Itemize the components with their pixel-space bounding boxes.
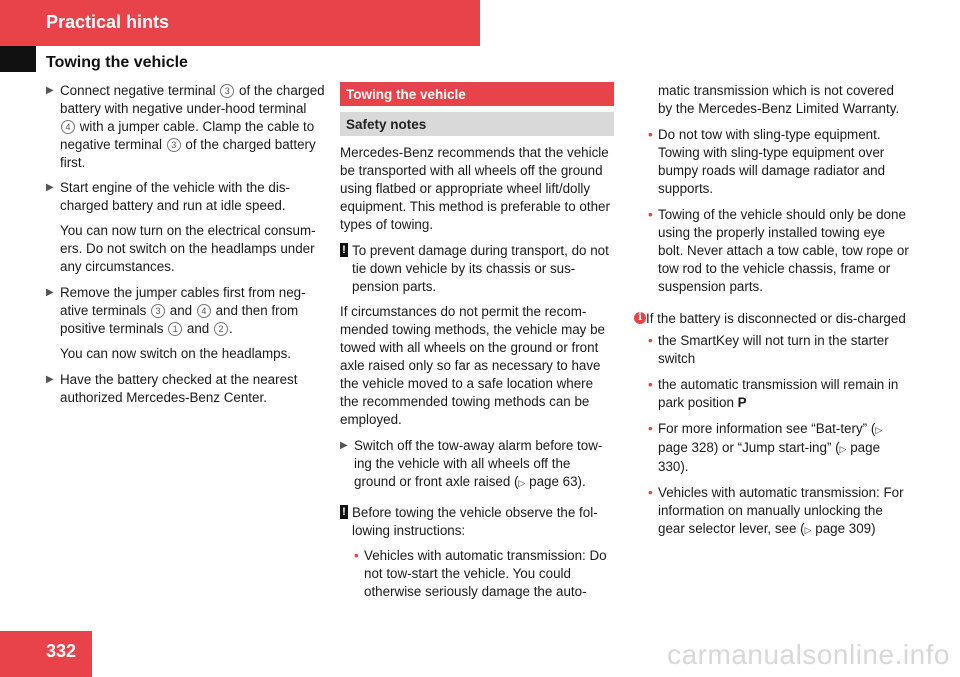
bullet-icon: •	[648, 127, 653, 142]
step-arrow-icon: ▶	[46, 287, 54, 298]
terminal-4-icon: 4	[61, 120, 75, 134]
page-number-box	[0, 631, 92, 677]
step-connect-negative: ▶ Connect negative terminal 3 of the charged battery with negative under-hood terminal 4 with a jumper cable. Clamp the cable to negative terminal 3 of the charged battery first.	[46, 83, 325, 170]
chapter-title: Practical hints	[46, 12, 170, 32]
info-battery: i If the battery is disconnected or dis-charged	[634, 310, 910, 328]
column-right	[634, 82, 910, 547]
bullet-icon: •	[648, 377, 653, 392]
paragraph-recommendation: Mercedes-Benz recommends that the vehicle be transported with all wheels off the ground using flatbed or appropriate wheel lift/dolly equipment. This method is preferable to other types of towing.	[340, 145, 610, 232]
warning-before-towing: ! Before towing the vehicle observe the fol-lowing instructions:	[340, 504, 614, 540]
heading-towing: Towing the vehicle	[340, 82, 614, 106]
list-item: • Vehicles with automatic transmission: Do not tow-start the vehicle. You could otherwise seriously damage the auto-	[354, 548, 607, 599]
warning-icon: !	[340, 243, 348, 257]
note-headlamps: You can now switch on the headlamps.	[60, 346, 292, 361]
list-item: • the automatic transmission will remain in park position P	[648, 377, 899, 410]
column-left	[46, 82, 326, 414]
column-middle	[340, 82, 614, 609]
list-item: • Do not tow with sling-type equipment. Towing with sling-type equipment over bumpy roads will damage radiator and supports.	[648, 127, 886, 196]
list-item-continued: matic transmission which is not covered by the Mercedes-Benz Limited Warranty.	[658, 83, 900, 116]
terminal-2-icon: 2	[214, 322, 228, 336]
step-arrow-icon: ▶	[46, 85, 54, 96]
terminal-1-icon: 1	[168, 322, 182, 336]
list-item: • the SmartKey will not turn in the starter switch	[648, 333, 889, 366]
warning-icon: !	[340, 505, 348, 519]
page-ref-icon: ▷	[518, 478, 526, 488]
page-ref-icon: ▷	[875, 425, 883, 435]
bullet-icon: •	[648, 333, 653, 348]
section-title: Towing the vehicle	[46, 54, 188, 71]
page-number: 332	[46, 641, 77, 661]
step-arrow-icon: ▶	[46, 182, 54, 193]
terminal-3-icon: 3	[220, 84, 234, 98]
page-ref-icon: ▷	[804, 525, 812, 535]
list-item: • Towing of the vehicle should only be done using the properly installed towing eye bolt. Never attach a tow cable, tow rope or tow rod to the vehicle chassis, frame or suspension parts.	[648, 207, 909, 294]
chapter-tab	[0, 0, 480, 46]
terminal-3-icon: 3	[167, 138, 181, 152]
step-tow-away-alarm: ▶ Switch off the tow-away alarm before tow-ing the vehicle with all wheels off the ground or front axle raised (▷ page 63).	[340, 438, 603, 489]
step-arrow-icon: ▶	[46, 374, 54, 385]
terminal-3-icon: 3	[151, 304, 165, 318]
step-arrow-icon: ▶	[340, 440, 348, 451]
watermark: carmanualsonline.info	[667, 639, 950, 670]
bullet-icon: •	[648, 421, 653, 436]
bullet-icon: •	[354, 548, 359, 563]
section-marker	[0, 46, 36, 72]
step-start-engine: ▶ Start engine of the vehicle with the dis-charged battery and run at idle speed.	[46, 180, 291, 213]
list-item: • For more information see “Bat-tery” (▷ page 328) or “Jump start-ing” (▷ page 330).	[648, 421, 883, 474]
bullet-icon: •	[648, 485, 653, 500]
paragraph-circumstances: If circumstances do not permit the recom-mended towing methods, the vehicle may be towed with all wheels on the ground or front axle raised only so far as necessary to have the vehicle moved to a safe location where the recommended towing methods can be employed.	[340, 304, 605, 427]
list-item: • Vehicles with automatic transmission: For information on manually unlocking the gear selector lever, see (▷ page 309)	[648, 485, 904, 536]
step-check-battery: ▶ Have the battery checked at the nearest authorized Mercedes-Benz Center.	[46, 372, 298, 405]
step-remove-cables: ▶ Remove the jumper cables first from neg-ative terminals 3 and 4 and then from positive terminals 1 and 2 .	[46, 285, 306, 336]
bullet-icon: •	[648, 207, 653, 222]
heading-safety-notes: Safety notes	[340, 112, 614, 136]
terminal-4-icon: 4	[197, 304, 211, 318]
info-icon: i	[634, 312, 646, 324]
page-ref-icon: ▷	[839, 444, 847, 454]
note-consumers: You can now turn on the electrical consum-ers. Do not switch on the headlamps under any circumstances.	[60, 223, 316, 274]
warning-transport: ! To prevent damage during transport, do not tie down vehicle by its chassis or sus-pension parts.	[340, 242, 614, 296]
